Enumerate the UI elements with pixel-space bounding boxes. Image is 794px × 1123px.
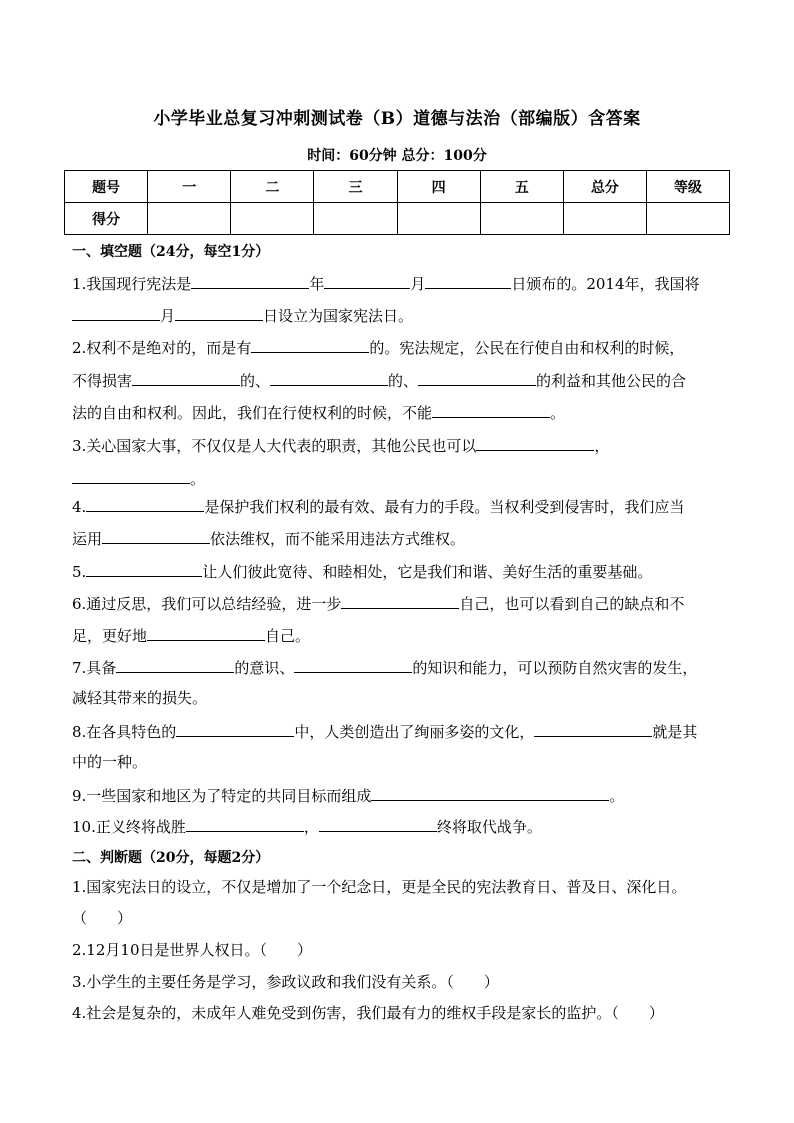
score-entry-cell[interactable] [314,203,397,235]
table-row [65,203,730,235]
score-entry-cell[interactable] [231,203,314,235]
question-text: 3.关心国家大事，不仅仅是人大代表的职责，其他公民也可以 [72,437,477,455]
question-text: 中的一种。 [72,753,148,771]
question-line [72,495,684,517]
question-line [72,304,413,326]
answer-blank[interactable] [324,272,410,289]
table-row [65,171,730,203]
question-line [72,401,565,423]
answer-blank[interactable] [132,369,240,386]
answer-blank[interactable] [319,815,437,832]
table-cell: 得分 [65,203,148,235]
question-text: 足，更好地 [72,627,148,645]
question-line [72,560,652,582]
question-line [72,592,684,614]
answer-blank[interactable] [86,560,202,577]
question-text: 日设立为国家宪法日。 [263,307,414,325]
answer-blank[interactable] [476,434,594,451]
question-line [72,877,686,897]
question-text: 是保护我们权利的最有效、最有力的手段。当权利受到侵害时，我们应当 [204,498,685,516]
answer-blank[interactable] [102,527,210,544]
score-entry-cell[interactable] [148,203,231,235]
table-cell: 等级 [646,171,729,203]
answer-blank[interactable] [341,592,459,609]
question-text: 就是其 [652,723,698,741]
table-cell: 三 [314,171,397,203]
question-text: 运用 [72,530,103,548]
question-line: 4.社会是复杂的，未成年人难免受到伤害，我们最有力的维权手段是家长的监护。（ ） [72,1004,664,1022]
score-entry-cell[interactable] [480,203,563,235]
question-text: 5. [72,563,87,581]
score-table [64,170,730,235]
question-line [72,656,697,678]
question-text: 4. [72,498,87,516]
answer-blank[interactable] [176,720,294,737]
answer-blank[interactable] [294,656,412,673]
table-cell: 五 [480,171,563,203]
question-text: 10.正义终将战胜 [72,818,186,836]
answer-blank[interactable] [116,656,234,673]
question-text: 的利益和其他公民的合 [536,372,687,390]
question-line: 3.小学生的主要任务是学习，参政议政和我们没有关系。（ ） [72,973,499,991]
question-text: 1.我国现行宪法是 [72,275,192,293]
question-text: 9.一些国家和地区为了特定的共同目标而组成 [72,787,372,805]
score-entry-cell[interactable] [646,203,729,235]
question-text: 自己，也可以看到自己的缺点和不 [459,595,685,613]
answer-blank[interactable] [418,369,536,386]
table-cell: 题号 [65,171,148,203]
score-entry-cell[interactable] [397,203,480,235]
answer-blank[interactable] [72,467,190,484]
question-line [72,688,207,708]
answer-blank[interactable] [147,624,265,641]
question-text: 6.通过反思，我们可以总结经验，进一步 [72,595,342,613]
table-cell: 一 [148,171,231,203]
section-heading: 二、判断题（20分，每题2分） [72,850,270,866]
question-line [72,467,205,489]
answer-blank[interactable] [251,336,369,353]
question-line [72,434,609,456]
question-text: 年 [309,275,325,293]
question-text: 日颁布的。2014年，我国将 [511,275,700,293]
question-text: 减轻其带来的损失。 [72,689,208,707]
answer-blank[interactable] [72,304,160,321]
question-line [72,624,310,646]
question-text: 法的自由和权利。因此，我们在行使权利的时候，不能 [72,404,433,422]
question-line [72,336,684,358]
question-line [72,720,697,742]
question-text: 的、 [240,372,271,390]
answer-blank[interactable] [191,272,309,289]
question-line [72,752,147,772]
answer-blank[interactable] [175,304,263,321]
question-text: 1.国家宪法日的设立，不仅是增加了一个纪念日，更是全民的宪法教育日、普及日、深化日。 [72,878,687,896]
page-title: 小学毕业总复习冲刺测试卷（B）道德与法治（部编版）含答案 [153,109,641,129]
question-text: 自己。 [265,627,311,645]
question-text: 7.具备 [72,659,117,677]
question-line [72,527,465,549]
question-text: 。 [609,787,625,805]
table-cell: 总分 [563,171,646,203]
question-text: 终将取代战争。 [436,818,542,836]
answer-blank[interactable] [371,784,609,801]
table-cell: 二 [231,171,314,203]
answer-blank[interactable] [432,401,550,418]
question-text: 的、 [388,372,419,390]
question-text: 月 [410,275,426,293]
table-cell: 四 [397,171,480,203]
question-line [72,369,686,391]
section-heading: 一、填空题（24分，每空1分） [72,244,270,260]
answer-blank[interactable] [534,720,652,737]
question-text: 的知识和能力，可以预防自然灾害的发生， [412,659,698,677]
question-text: 让人们彼此宽待、和睦相处，它是我们和谐、美好生活的重要基础。 [202,563,653,581]
question-line [72,784,624,806]
exam-time-score: 时间：60分钟 总分：100分 [307,148,487,164]
question-text: 中，人类创造出了绚丽多姿的文化， [294,723,535,741]
question-text: ， [303,818,319,836]
score-entry-cell[interactable] [563,203,646,235]
question-text: 。 [190,470,206,488]
question-text: ， [594,437,610,455]
answer-blank[interactable] [425,272,511,289]
question-text: 依法维权，而不能采用违法方式维权。 [210,530,466,548]
answer-parentheses[interactable]: （ ） [72,909,133,927]
answer-blank[interactable] [86,495,204,512]
question-text: 8.在各具特色的 [72,723,177,741]
question-line [72,815,542,837]
answer-blank[interactable] [270,369,388,386]
question-text: 的意识、 [234,659,295,677]
question-line [72,272,700,294]
question-text: 月 [160,307,176,325]
answer-blank[interactable] [186,815,304,832]
question-text: 的。宪法规定，公民在行使自由和权利的时候， [369,339,685,357]
question-line: 2.12月10日是世界人权日。（ ） [72,941,312,959]
question-line [72,908,132,928]
question-text: 。 [550,404,566,422]
question-text: 2.权利不是绝对的，而是有 [72,339,252,357]
question-text: 不得损害 [72,372,133,390]
